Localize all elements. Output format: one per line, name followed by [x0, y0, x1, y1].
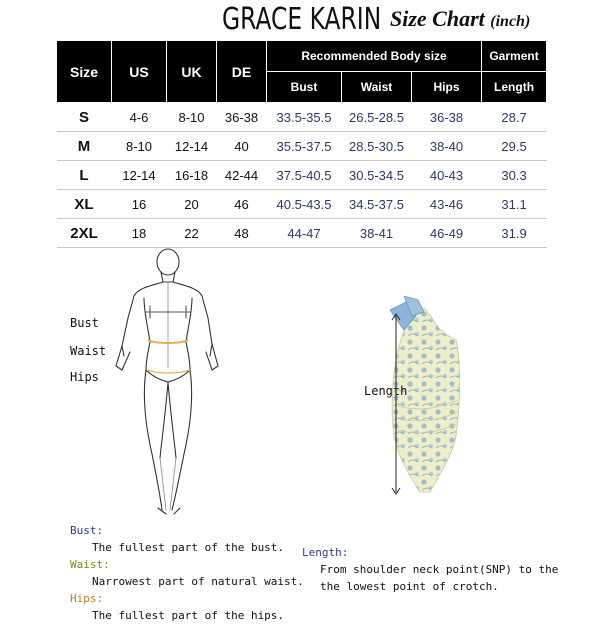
swimsuit-illustration — [378, 296, 478, 504]
table-row — [57, 219, 547, 248]
figure-waist-label: Waist — [70, 344, 107, 358]
cell-hips: 46-49 — [412, 219, 482, 248]
note-length-term: Length: — [302, 546, 349, 559]
cell-hips: 43-46 — [412, 190, 482, 219]
figure-length-label: Length — [364, 384, 408, 398]
cell-hips: 38-40 — [412, 132, 482, 161]
cell-uk: 20 — [167, 190, 217, 219]
cell-length: 30.3 — [482, 161, 547, 190]
cell-bust: 33.5-35.5 — [267, 103, 342, 132]
note-length-desc-line1: From shoulder neck point(SNP) to the — [320, 563, 559, 576]
cell-hips: 40-43 — [412, 161, 482, 190]
cell-uk: 8-10 — [167, 103, 217, 132]
chart-title — [390, 6, 530, 32]
header-garment: Garment — [482, 41, 547, 72]
cell-size: L — [57, 161, 112, 190]
cell-waist: 30.5-34.5 — [342, 161, 412, 190]
note-waist-term: Waist: — [70, 558, 110, 571]
brand-logo: GRACE KARIN — [222, 2, 382, 37]
cell-length: 31.9 — [482, 219, 547, 248]
cell-bust: 37.5-40.5 — [267, 161, 342, 190]
cell-uk: 12-14 — [167, 132, 217, 161]
cell-de: 40 — [217, 132, 267, 161]
cell-waist: 28.5-30.5 — [342, 132, 412, 161]
cell-de: 48 — [217, 219, 267, 248]
cell-length: 28.7 — [482, 103, 547, 132]
measurement-notes-left — [70, 522, 304, 624]
cell-size: M — [57, 132, 112, 161]
cell-bust: 40.5-43.5 — [267, 190, 342, 219]
header-recommended-body-size: Recommended Body size — [267, 41, 482, 72]
cell-bust: 35.5-37.5 — [267, 132, 342, 161]
header-bust: Bust — [267, 72, 342, 103]
cell-size: XL — [57, 190, 112, 219]
header-waist: Waist — [342, 72, 412, 103]
size-table-header — [57, 41, 547, 103]
header-hips: Hips — [412, 72, 482, 103]
cell-de: 46 — [217, 190, 267, 219]
note-length-desc-line2: the lowest point of crotch. — [320, 580, 499, 593]
cell-uk: 22 — [167, 219, 217, 248]
header-uk: UK — [167, 41, 217, 103]
measurement-notes-right — [302, 544, 558, 595]
cell-bust: 44-47 — [267, 219, 342, 248]
header-us: US — [112, 41, 167, 103]
table-row — [57, 103, 547, 132]
cell-uk: 16-18 — [167, 161, 217, 190]
cell-length: 31.1 — [482, 190, 547, 219]
note-waist-desc: Narrowest part of natural waist. — [92, 575, 304, 588]
cell-waist: 26.5-28.5 — [342, 103, 412, 132]
figure-hips-label: Hips — [70, 370, 99, 384]
cell-de: 36-38 — [217, 103, 267, 132]
note-bust-term: Bust: — [70, 524, 104, 537]
note-bust-desc: The fullest part of the bust. — [92, 541, 285, 554]
size-table — [56, 40, 547, 248]
note-hips-desc: The fullest part of the hips. — [92, 609, 285, 622]
cell-de: 42-44 — [217, 161, 267, 190]
header-size: Size — [57, 41, 112, 103]
cell-us: 8-10 — [112, 132, 167, 161]
cell-hips: 36-38 — [412, 103, 482, 132]
cell-waist: 34.5-37.5 — [342, 190, 412, 219]
cell-us: 12-14 — [112, 161, 167, 190]
table-row — [57, 190, 547, 219]
body-figure-illustration — [100, 248, 240, 516]
chart-title-text: Size Chart — [390, 6, 485, 31]
chart-title-unit: (inch) — [490, 13, 531, 30]
figure-bust-label: Bust — [70, 316, 99, 330]
table-row — [57, 161, 547, 190]
cell-size: 2XL — [57, 219, 112, 248]
cell-length: 29.5 — [482, 132, 547, 161]
note-hips-term: Hips: — [70, 592, 104, 605]
cell-us: 18 — [112, 219, 167, 248]
cell-size: S — [57, 103, 112, 132]
cell-us: 4-6 — [112, 103, 167, 132]
table-row — [57, 132, 547, 161]
header-length: Length — [482, 72, 547, 103]
cell-us: 16 — [112, 190, 167, 219]
cell-waist: 38-41 — [342, 219, 412, 248]
header-de: DE — [217, 41, 267, 103]
